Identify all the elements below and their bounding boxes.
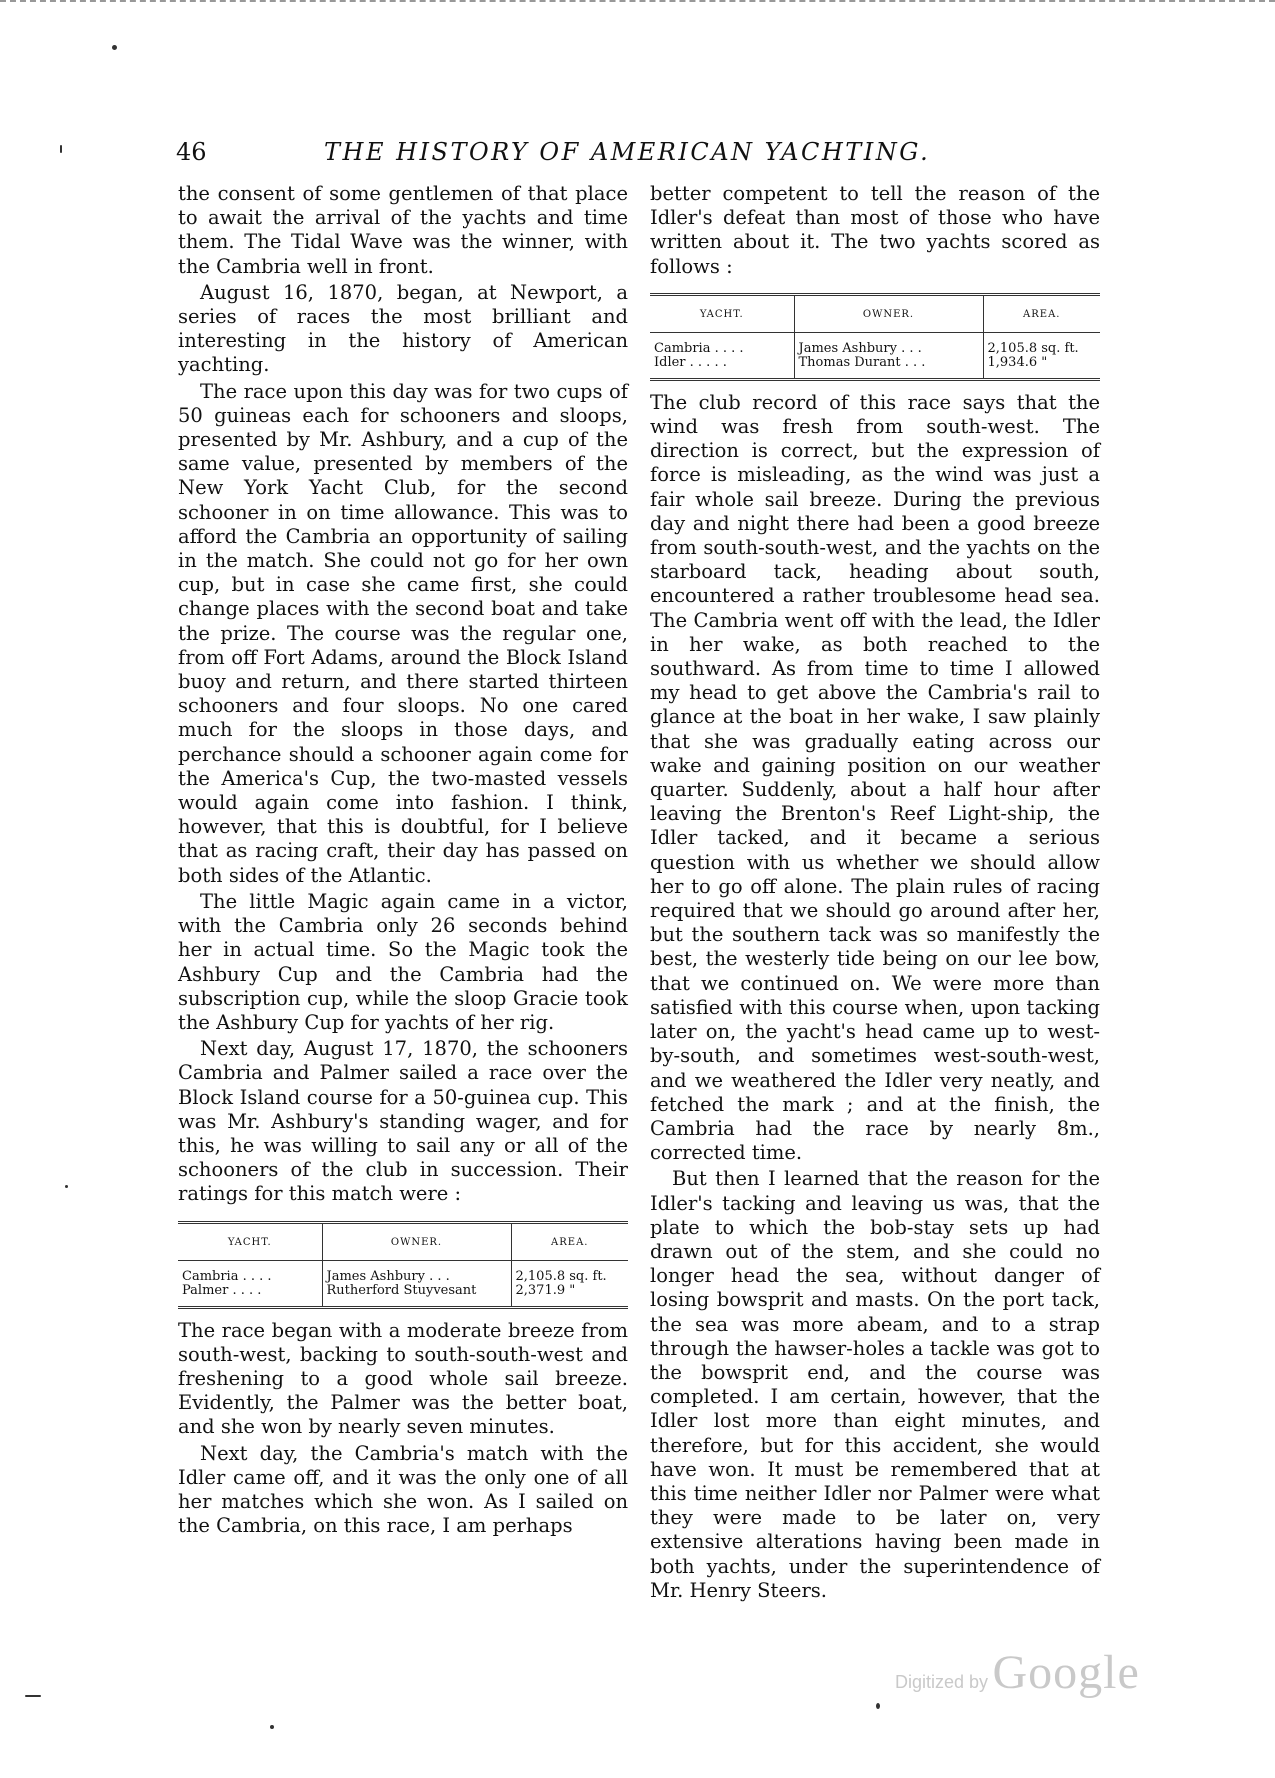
paragraph: August 16, 1870, began, at Newport, a series of races the most brilliant and interesting in the history of American yachting.	[178, 280, 628, 377]
area-value: 1,934.6 "	[987, 354, 1048, 370]
paragraph: The race began with a moderate breeze from south-west, backing to south-south-west and freshening to a good whole sail breeze. Evidently, the Palmer was the better boat, and she won by nearly seven minutes.	[178, 1318, 628, 1439]
scan-speck	[25, 1695, 41, 1697]
ratings-table-palmer	[178, 1221, 628, 1309]
scan-speck	[270, 1725, 274, 1729]
header-area: AREA.	[983, 294, 1100, 332]
paragraph: The club record of this race says that the wind was fresh from south-west. The direction is correct, but the expression of force is misleading, as the wind was just a fair whole sail breeze. During the previous day and night there had been a good breeze from south-south-west, and the yachts on the starboard tack, heading about south, encountered a rather troublesome head sea. The Cambria went off with the lead, the Idler in her wake, as both reached to the southward. As from time to time I allowed my head to get above the Cambria's rail to glance at the boat in her wake, I saw plainly that she was gradually eating across our wake and gaining position on our weather quarter. Suddenly, about a half hour after leaving the Brenton's Reef Light-ship, the Idler tacked, and it became a serious question with us whether we should allow her to go off alone. The plain rules of racing required that we should go around after her, but the southern tack was so manifestly the best, the westerly tide being on our lee bow, that we continued on. We were more than satisfied with this course when, upon tacking later on, the yacht's head came up to west-by-south, and sometimes west-south-west, and we weathered the Idler very neatly, and fetched the mark ; and at the finish, the Cambria had the race by nearly 8m., corrected time.	[650, 390, 1100, 1165]
yacht-name: Palmer . . . .	[182, 1282, 262, 1298]
ratings-table-idler	[650, 293, 1100, 381]
area-cell	[511, 1260, 628, 1307]
scan-speck	[65, 1185, 68, 1188]
paragraph: But then I learned that the reason for the Idler's tacking and leaving us was, that the plate to which the bob-stay sets up had drawn out of the stem, and she could no longer head the sea, without danger of losing bowsprit and masts. On the port tack, the sea was more abeam, and to a strap through the hawser-holes a tackle was got to the bowsprit end, and the course was completed. I am certain, however, that the Idler lost more than eight minutes, and therefore, but for this accident, she would have won. It must be remembered that at this time neither Idler nor Palmer were what they were made to be later on, very extensive alterations having been made in both yachts, under the superintendence of Mr. Henry Steers.	[650, 1167, 1100, 1602]
yacht-name: Cambria . . . .	[654, 340, 744, 356]
google-logo: Google	[992, 1646, 1140, 1699]
table-header-row	[650, 294, 1100, 332]
area-value: 2,371.9 "	[515, 1282, 576, 1298]
table-row	[650, 332, 1100, 379]
owner-cell	[322, 1260, 511, 1307]
page-header	[176, 138, 1096, 172]
page-top-edge	[0, 0, 1275, 5]
owner-name: Thomas Durant . . .	[798, 354, 926, 370]
page-number: 46	[176, 138, 207, 166]
yacht-name: Idler . . . . .	[654, 354, 727, 370]
header-owner: OWNER.	[322, 1222, 511, 1260]
area-value: 2,105.8 sq. ft.	[987, 340, 1079, 356]
running-title: THE HISTORY OF AMERICAN YACHTING.	[324, 138, 931, 166]
header-owner: OWNER.	[794, 294, 983, 332]
right-column	[650, 182, 1100, 1603]
owner-name: Rutherford Stuyvesant	[326, 1282, 477, 1298]
table-row	[178, 1260, 628, 1307]
owner-cell	[794, 332, 983, 379]
watermark-prefix: Digitized by	[895, 1672, 989, 1692]
scan-speck	[112, 45, 117, 50]
paragraph: the consent of some gentlemen of that place to await the arrival of the yachts and time them. The Tidal Wave was the winner, with the Cambria well in front.	[178, 182, 628, 278]
paragraph: Next day, August 17, 1870, the schooners Cambria and Palmer sailed a race over the Block Island course for a 50-guinea cup. This was Mr. Ashbury's standing wager, and for this, he was willing to sail any or all of the schooners of the club in succession. Their ratings for this match were :	[178, 1037, 628, 1206]
table-header-row	[178, 1222, 628, 1260]
header-yacht: YACHT.	[178, 1222, 322, 1260]
paragraph: better competent to tell the reason of the Idler's defeat than most of those who have written about it. The two yachts scored as follows :	[650, 182, 1100, 278]
paragraph: The race upon this day was for two cups of 50 guineas each for schooners and sloops, presented by Mr. Ashbury, and a cup of the same value, presented by members of the New York Yacht Club, for the second schooner in on time allowance. This was to afford the Cambria an opportunity of sailing in the match. She could not go for her own cup, but in case she came first, she could change places with the second boat and take the prize. The course was the regular one, from off Fort Adams, around the Block Island buoy and return, and there started thirteen schooners and four sloops. No one cared much for the sloops in those days, and perchance should a schooner again come for the America's Cup, the two-masted vessels would again come into fashion. I think, however, that this is doubtful, for I believe that as racing craft, their day has passed on both sides of the Atlantic.	[178, 379, 628, 887]
paragraph: The little Magic again came in a victor, with the Cambria only 26 seconds behind her in actual time. So the Magic took the Ashbury Cup and the Cambria had the subscription cup, while the sloop Gracie took the Ashbury Cup for yachts of her rig.	[178, 889, 628, 1034]
scan-speck	[60, 145, 62, 153]
header-yacht: YACHT.	[650, 294, 794, 332]
yacht-cell	[650, 332, 794, 379]
left-column	[178, 182, 628, 1538]
scan-speck	[876, 1703, 880, 1709]
yacht-name: Cambria . . . .	[182, 1268, 272, 1284]
paragraph: Next day, the Cambria's match with the Idler came off, and it was the only one of all her matches which she won. As I sailed on the Cambria, on this race, I am perhaps	[178, 1441, 628, 1538]
yacht-cell	[178, 1260, 322, 1307]
area-value: 2,105.8 sq. ft.	[515, 1268, 607, 1284]
header-area: AREA.	[511, 1222, 628, 1260]
area-cell	[983, 332, 1100, 379]
google-watermark	[895, 1645, 1140, 1700]
owner-name: James Ashbury . . .	[798, 340, 922, 356]
owner-name: James Ashbury . . .	[326, 1268, 450, 1284]
